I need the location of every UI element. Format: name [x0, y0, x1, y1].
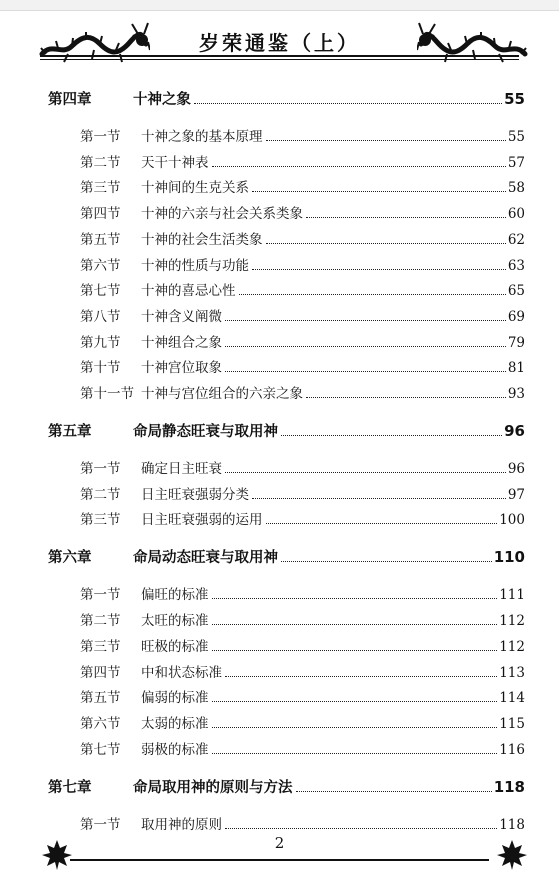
toc-entry-title: 日主旺衰强弱的运用	[141, 512, 263, 529]
toc-leader-dots	[281, 435, 502, 436]
toc-leader-dots	[212, 650, 498, 651]
toc-leader-dots	[225, 371, 506, 372]
toc-leader-dots	[252, 191, 506, 192]
toc-section-entry	[80, 202, 525, 222]
toc-entry-title: 十神之象	[133, 92, 191, 108]
toc-section-entry	[80, 279, 525, 299]
toc-section-entry	[80, 483, 525, 503]
toc-leader-dots	[212, 166, 506, 167]
toc-leader-dots	[306, 217, 506, 218]
toc-chapter-entry	[48, 776, 525, 797]
toc-entry-number: 第六章	[48, 550, 92, 567]
toc-entry-page: 55	[504, 90, 525, 108]
toc-chapter-entry	[48, 88, 525, 109]
toc-entry-number: 第十一节	[80, 386, 134, 402]
toc-entry-title: 十神宫位取象	[141, 360, 222, 377]
toc-leader-dots	[212, 624, 498, 625]
toc-entry-page: 116	[499, 741, 525, 758]
toc-entry-page: 118	[493, 777, 525, 796]
toc-entry-page: 113	[499, 664, 525, 681]
toc-section-entry	[80, 228, 525, 248]
toc-entry-title: 十神之象的基本原理	[141, 129, 263, 145]
toc-entry-number: 第五章	[48, 424, 92, 440]
toc-leader-dots	[281, 561, 492, 562]
maple-leaf-icon	[40, 838, 74, 872]
toc-entry-number: 第四节	[80, 206, 121, 223]
toc-leader-dots	[194, 103, 502, 104]
toc-entry-page: 110	[493, 548, 525, 567]
toc-section-entry	[80, 686, 525, 706]
toc-section-entry	[80, 609, 525, 629]
toc-entry-title: 弱极的标准	[141, 741, 209, 758]
toc-chapter-entry	[48, 546, 525, 567]
toc-section-entry	[80, 508, 525, 528]
toc-leader-dots	[266, 243, 506, 244]
toc-entry-page: 69	[507, 308, 525, 325]
toc-leader-dots	[225, 472, 506, 473]
toc-entry-page: 100	[499, 512, 525, 529]
toc-leader-dots	[225, 346, 506, 347]
toc-section-entry	[80, 356, 525, 376]
toc-entry-page: 63	[507, 257, 525, 274]
toc-entry-number: 第二节	[80, 613, 121, 630]
toc-section-entry	[80, 382, 525, 402]
toc-entry-number: 第一节	[80, 816, 121, 833]
toc-entry-number: 第七章	[48, 779, 92, 796]
toc-entry-title: 十神含义阐微	[141, 308, 222, 325]
toc-entry-number: 第十节	[80, 360, 121, 377]
toc-entry-page: 96	[504, 422, 525, 440]
toc-section-entry	[80, 457, 525, 477]
toc-entry-number: 第三节	[80, 180, 121, 197]
toc-entry-page: 65	[507, 283, 525, 300]
toc-leader-dots	[266, 523, 498, 524]
toc-entry-page: 93	[507, 386, 525, 402]
toc-entry-number: 第五节	[80, 690, 121, 707]
footer-rule	[70, 859, 489, 861]
maple-leaf-icon	[495, 838, 529, 872]
toc-section-entry	[80, 331, 525, 351]
toc-entry-title: 旺极的标准	[141, 638, 209, 655]
toc-entry-number: 第三节	[80, 512, 121, 529]
toc-entry-title: 偏旺的标准	[141, 587, 209, 604]
toc-leader-dots	[252, 269, 506, 270]
toc-entry-number: 第四节	[80, 664, 121, 681]
toc-entry-title: 十神的六亲与社会关系类象	[141, 206, 303, 223]
toc-entry-page: 111	[499, 587, 525, 604]
toc-entry-title: 中和状态标准	[141, 664, 222, 681]
toc-entry-page: 62	[507, 231, 525, 248]
toc-entry-number: 第七节	[80, 741, 121, 758]
toc-entry-title: 太弱的标准	[141, 715, 209, 732]
page-number: 2	[274, 834, 285, 852]
toc-leader-dots	[212, 727, 498, 728]
toc-entry-title: 十神与宫位组合的六亲之象	[141, 386, 303, 402]
toc-entry-page: 112	[499, 638, 525, 655]
toc-entry-title: 日主旺衰强弱分类	[141, 486, 249, 503]
toc-entry-number: 第九节	[80, 334, 121, 351]
toc-entry-page: 112	[499, 613, 525, 630]
toc-entry-page: 58	[507, 180, 525, 197]
toc-leader-dots	[225, 320, 506, 321]
toc-leader-dots	[212, 753, 498, 754]
toc-section-entry	[80, 661, 525, 681]
page-header	[0, 10, 559, 76]
toc-leader-dots	[296, 791, 492, 792]
toc-section-entry	[80, 151, 525, 171]
toc-entry-number: 第一节	[80, 461, 121, 477]
toc-entry-number: 第三节	[80, 638, 121, 655]
toc-entry-title: 天干十神表	[141, 154, 209, 171]
toc-entry-title: 十神组合之象	[141, 334, 222, 351]
toc-entry-page: 96	[507, 461, 525, 477]
toc-entry-number: 第一节	[80, 587, 121, 604]
toc-section-entry	[80, 254, 525, 274]
toc-entry-number: 第八节	[80, 308, 121, 325]
toc-entry-title: 太旺的标准	[141, 613, 209, 630]
toc-entry-title: 取用神的原则	[141, 816, 222, 833]
toc-entry-title: 十神的社会生活类象	[141, 231, 263, 248]
toc-section-entry	[80, 176, 525, 196]
toc-entry-page: 81	[507, 360, 525, 377]
toc-entry-title: 命局静态旺衰与取用神	[133, 424, 278, 440]
toc-entry-page: 115	[499, 715, 525, 732]
toc-leader-dots	[239, 294, 506, 295]
toc-entry-number: 第六节	[80, 257, 121, 274]
toc-leader-dots	[212, 701, 498, 702]
toc-entry-page: 79	[507, 334, 525, 351]
toc-entry-number: 第七节	[80, 283, 121, 300]
toc-entry-title: 十神间的生克关系	[141, 180, 249, 197]
toc-entry-title: 十神的性质与功能	[141, 257, 249, 274]
toc-entry-number: 第六节	[80, 715, 121, 732]
toc-entry-number: 第二节	[80, 486, 121, 503]
toc-entry-title: 偏弱的标准	[141, 690, 209, 707]
toc-section-entry	[80, 712, 525, 732]
toc-leader-dots	[306, 397, 506, 398]
toc-entry-number: 第四章	[48, 92, 92, 108]
toc-entry-number: 第二节	[80, 154, 121, 171]
book-title: 岁荣通鉴（上）	[0, 27, 559, 56]
toc-entry-page: 118	[499, 816, 525, 833]
toc-section-entry	[80, 305, 525, 325]
toc-entry-title: 命局取用神的原则与方法	[133, 779, 293, 796]
toc-entry-number: 第一节	[80, 129, 121, 145]
toc-entry-page: 114	[499, 690, 525, 707]
toc-section-entry	[80, 583, 525, 603]
toc-section-entry	[80, 125, 525, 145]
toc-section-entry	[80, 635, 525, 655]
toc-entry-number: 第五节	[80, 231, 121, 248]
page-footer	[0, 828, 559, 871]
toc-leader-dots	[225, 676, 497, 677]
toc-chapter-entry	[48, 420, 525, 441]
toc-entry-title: 确定日主旺衰	[141, 461, 222, 477]
toc-leader-dots	[212, 598, 498, 599]
toc-entry-title: 十神的喜忌心性	[141, 283, 236, 300]
toc-leader-dots	[252, 498, 506, 499]
toc-leader-dots	[266, 140, 506, 141]
toc-entry-title: 命局动态旺衰与取用神	[133, 550, 278, 567]
toc-entry-page: 60	[507, 206, 525, 223]
toc-section-entry	[80, 738, 525, 758]
toc-entry-page: 97	[507, 486, 525, 503]
toc-entry-page: 57	[507, 154, 525, 171]
toc-entry-page: 55	[507, 129, 525, 145]
